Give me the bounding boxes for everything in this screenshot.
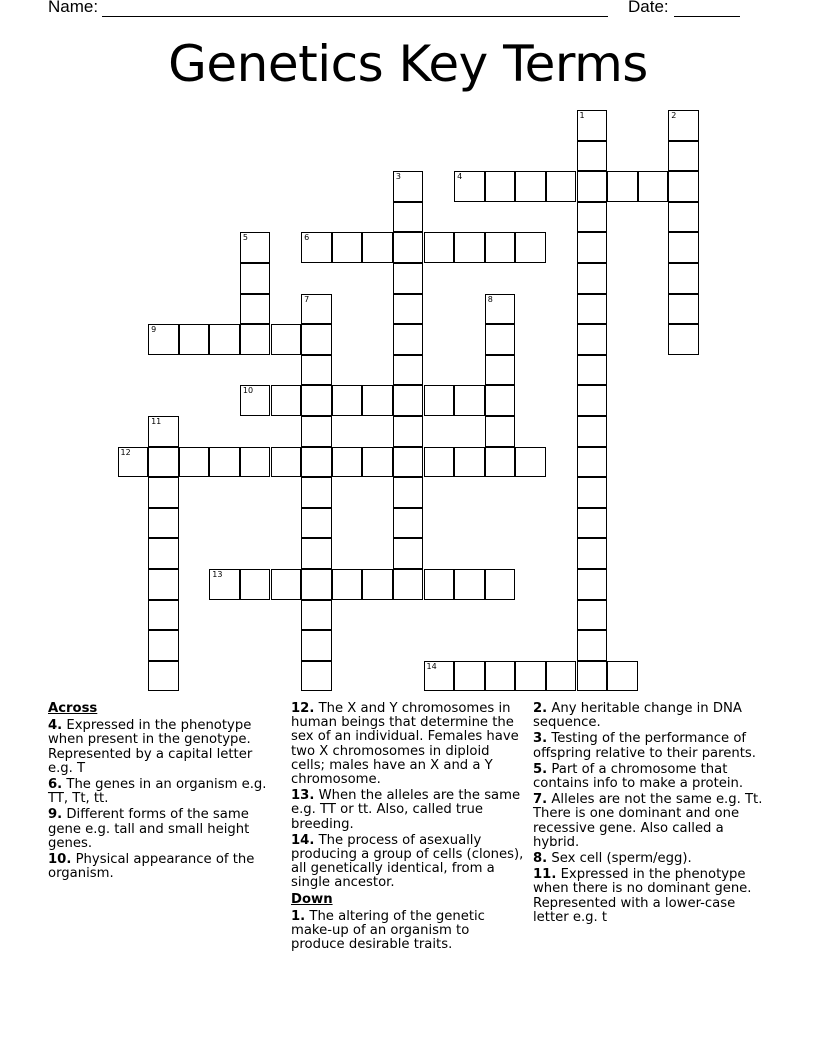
crossword-cell[interactable] [301, 416, 332, 447]
cell-number: 14 [426, 661, 437, 671]
crossword-cell[interactable] [240, 569, 271, 600]
across-clue-14 [291, 834, 525, 891]
clue-number: 13. [291, 788, 315, 804]
across-clue-10 [48, 853, 273, 881]
down-clue-3 [533, 732, 768, 760]
cell-number: 5 [242, 233, 248, 243]
crossword-cell[interactable] [301, 600, 332, 631]
crossword-cell[interactable] [148, 447, 179, 478]
clue-number: 4. [48, 718, 63, 734]
clue-text: Any heritable change in DNA sequence. [533, 701, 742, 731]
crossword-cell[interactable] [271, 447, 302, 478]
clue-text: Expressed in the phenotype when present in the genotype. Represented by a capital letter e.g. T [48, 718, 253, 776]
crossword-cell[interactable] [607, 171, 638, 202]
crossword-cell[interactable] [424, 232, 455, 263]
crossword-cell[interactable] [148, 600, 179, 631]
crossword-cell[interactable] [454, 447, 485, 478]
down-clue-2 [533, 702, 768, 730]
crossword-cell[interactable] [301, 569, 332, 600]
crossword-cell[interactable] [424, 447, 455, 478]
across-heading: Across [48, 701, 98, 716]
crossword-cell[interactable] [668, 324, 699, 355]
crossword-cell[interactable] [148, 477, 179, 508]
clue-text: Physical appearance of the organism. [48, 852, 255, 882]
crossword-cell[interactable] [668, 110, 699, 141]
clue-text: Expressed in the phenotype when there is no dominant gene. Represented with a lower-case letter e.g. t [533, 867, 752, 925]
crossword-cell[interactable] [301, 324, 332, 355]
clue-number: 12. [291, 701, 315, 716]
crossword-cell[interactable] [393, 171, 424, 202]
crossword-cell[interactable] [577, 600, 608, 631]
clue-number: 6. [48, 777, 63, 793]
across-clue-13 [291, 789, 525, 832]
crossword-cell[interactable] [240, 385, 271, 416]
clue-number: 7. [533, 792, 548, 808]
clue-text: When the alleles are the same e.g. TT or tt. Also, called true breeding. [291, 788, 521, 832]
crossword-cell[interactable] [393, 355, 424, 386]
crossword-cell[interactable] [332, 447, 363, 478]
crossword-cell[interactable] [393, 477, 424, 508]
clue-text: Alleles are not the same e.g. Tt. There is one dominant and one recessive gene. Also called a hybrid. [533, 792, 763, 850]
crossword-cell[interactable] [577, 110, 608, 141]
clue-number: 2. [533, 701, 548, 716]
crossword-cell[interactable] [485, 385, 516, 416]
crossword-cell[interactable] [332, 569, 363, 600]
crossword-cell[interactable] [485, 355, 516, 386]
crossword-cell[interactable] [148, 661, 179, 692]
crossword-cell[interactable] [362, 232, 393, 263]
crossword-cell[interactable] [301, 630, 332, 661]
crossword-cell[interactable] [485, 294, 516, 325]
crossword-cell[interactable] [271, 324, 302, 355]
crossword-cell[interactable] [393, 324, 424, 355]
clue-number: 5. [533, 761, 548, 777]
crossword-cell[interactable] [577, 294, 608, 325]
crossword-cell[interactable] [454, 385, 485, 416]
crossword-cell[interactable] [240, 232, 271, 263]
clue-text: The genes in an organism e.g. TT, Tt, tt. [48, 777, 267, 807]
crossword-cell[interactable] [393, 569, 424, 600]
down-clue-7 [533, 793, 768, 850]
crossword-cell[interactable] [668, 141, 699, 172]
crossword-cell[interactable] [454, 232, 485, 263]
crossword-cell[interactable] [485, 569, 516, 600]
clue-number: 14. [291, 832, 315, 848]
cell-number: 4 [457, 172, 463, 182]
clue-text: Part of a chromosome that contains info to make a protein. [533, 761, 744, 792]
down-clue-5 [533, 763, 768, 791]
crossword-cell[interactable] [577, 477, 608, 508]
across-clue-6 [48, 778, 273, 806]
crossword-cell[interactable] [332, 232, 363, 263]
cell-number: 2 [671, 111, 677, 120]
crossword-cell[interactable] [209, 447, 240, 478]
crossword-cell[interactable] [393, 385, 424, 416]
clue-text: The altering of the genetic make-up of an organism to produce desirable traits. [291, 908, 485, 953]
clue-text: The process of asexually producing a group of cells (clones), all genetically identical, from a single ancestor. [291, 832, 524, 891]
crossword-cell[interactable] [668, 263, 699, 294]
crossword-cell[interactable] [577, 661, 608, 692]
crossword-cell[interactable] [577, 385, 608, 416]
down-clue-8 [533, 852, 768, 866]
crossword-cell[interactable] [668, 232, 699, 263]
crossword-cell[interactable] [515, 232, 546, 263]
crossword-cell[interactable] [362, 569, 393, 600]
clue-number: 10. [48, 852, 72, 868]
crossword-cell[interactable] [393, 508, 424, 539]
cell-number: 3 [395, 172, 401, 182]
crossword-cell[interactable] [240, 447, 271, 478]
across-clue-12 [291, 702, 525, 787]
cell-number: 10 [242, 386, 254, 396]
crossword-cell[interactable] [209, 324, 240, 355]
crossword-cell[interactable] [179, 447, 210, 478]
crossword-cell[interactable] [301, 294, 332, 325]
crossword-cell[interactable] [485, 447, 516, 478]
crossword-cell[interactable] [546, 661, 577, 692]
crossword-cell[interactable] [393, 538, 424, 569]
crossword-cell[interactable] [668, 171, 699, 202]
crossword-cell[interactable] [577, 202, 608, 233]
crossword-cell[interactable] [577, 324, 608, 355]
crossword-cell[interactable] [577, 263, 608, 294]
crossword-cell[interactable] [577, 508, 608, 539]
crossword-cell[interactable] [485, 416, 516, 447]
clue-number: 11. [533, 867, 557, 883]
clue-number: 8. [533, 851, 548, 867]
crossword-cell[interactable] [148, 569, 179, 600]
crossword-cell[interactable] [485, 324, 516, 355]
crossword-cell[interactable] [240, 324, 271, 355]
clue-text: Testing of the performance of offspring relative to their parents. [533, 731, 756, 761]
across-clue-4 [48, 719, 273, 776]
cell-number: 8 [487, 294, 493, 304]
down-clue-1 [291, 910, 525, 953]
clue-text: Sex cell (sperm/egg). [551, 851, 692, 867]
crossword-cell[interactable] [515, 447, 546, 478]
crossword-cell[interactable] [393, 263, 424, 294]
crossword-cell[interactable] [362, 447, 393, 478]
crossword-cell[interactable] [301, 355, 332, 386]
cell-number: 13 [212, 570, 223, 579]
crossword-cell[interactable] [301, 508, 332, 539]
crossword-cell[interactable] [393, 416, 424, 447]
crossword-cell[interactable] [424, 661, 455, 692]
crossword-cell[interactable] [515, 661, 546, 692]
crossword-cell[interactable] [485, 661, 516, 692]
date-label: Date: [628, 0, 669, 16]
crossword-cell[interactable] [393, 447, 424, 478]
crossword-cell[interactable] [362, 385, 393, 416]
cell-number: 7 [304, 294, 310, 304]
crossword-cell[interactable] [577, 447, 608, 478]
crossword-cell[interactable] [668, 294, 699, 325]
crossword-cell[interactable] [179, 324, 210, 355]
crossword-cell[interactable] [454, 661, 485, 692]
crossword-cell[interactable] [393, 294, 424, 325]
crossword-cell[interactable] [577, 630, 608, 661]
crossword-cell[interactable] [301, 232, 332, 263]
clues-column-3 [533, 702, 768, 927]
down-heading: Down [291, 891, 333, 907]
clue-text: The X and Y chromosomes in human beings that determine the sex of an individual. Females have two X chromosomes in diploid cells; males have an X and a Y chromosome. [291, 701, 519, 788]
clues-column-2 [291, 702, 525, 954]
clue-number: 9. [48, 807, 63, 823]
clue-number: 1. [291, 908, 306, 924]
page-title: Genetics Key Terms [168, 35, 648, 93]
crossword-cell[interactable] [485, 232, 516, 263]
crossword-cell[interactable] [148, 630, 179, 661]
crossword-cell[interactable] [271, 569, 302, 600]
crossword-cell[interactable] [209, 569, 240, 600]
crossword-cell[interactable] [607, 661, 638, 692]
crossword-cell[interactable] [424, 385, 455, 416]
crossword-cell[interactable] [332, 385, 363, 416]
crossword-cell[interactable] [301, 661, 332, 692]
crossword-cell[interactable] [454, 171, 485, 202]
crossword-cell[interactable] [485, 171, 516, 202]
crossword-cell[interactable] [148, 324, 179, 355]
clue-text: Different forms of the same gene e.g. tall and small height genes. [48, 807, 250, 851]
cell-number: 6 [304, 233, 310, 243]
cell-number: 12 [120, 447, 131, 457]
crossword-cell[interactable] [577, 171, 608, 202]
crossword-cell[interactable] [148, 416, 179, 447]
crossword-cell[interactable] [577, 416, 608, 447]
crossword-cell[interactable] [546, 171, 577, 202]
clue-number: 3. [533, 731, 548, 747]
cell-number: 11 [151, 417, 162, 426]
crossword-cell[interactable] [118, 447, 149, 478]
name-label: Name: [48, 0, 99, 16]
crossword-cell[interactable] [393, 202, 424, 233]
crossword-cell[interactable] [577, 232, 608, 263]
crossword-cell[interactable] [301, 385, 332, 416]
crossword-cell[interactable] [577, 141, 608, 172]
cell-number: 1 [579, 111, 585, 120]
crossword-cell[interactable] [301, 447, 332, 478]
crossword-cell[interactable] [638, 171, 669, 202]
crossword-cell[interactable] [454, 569, 485, 600]
crossword-cell[interactable] [271, 385, 302, 416]
crossword-cell[interactable] [515, 171, 546, 202]
crossword-cell[interactable] [668, 202, 699, 233]
crossword-cell[interactable] [301, 477, 332, 508]
crossword-cell[interactable] [148, 538, 179, 569]
crossword-cell[interactable] [148, 508, 179, 539]
crossword-cell[interactable] [240, 263, 271, 294]
crossword-cell[interactable] [240, 294, 271, 325]
crossword-cell[interactable] [393, 232, 424, 263]
crossword-cell[interactable] [577, 569, 608, 600]
crossword-cell[interactable] [577, 355, 608, 386]
across-clue-9 [48, 808, 273, 851]
clues-column-1 [48, 702, 273, 883]
crossword-cell[interactable] [301, 538, 332, 569]
cell-number: 9 [151, 325, 157, 335]
crossword-cell[interactable] [577, 538, 608, 569]
crossword-cell[interactable] [424, 569, 455, 600]
down-clue-11 [533, 868, 768, 925]
